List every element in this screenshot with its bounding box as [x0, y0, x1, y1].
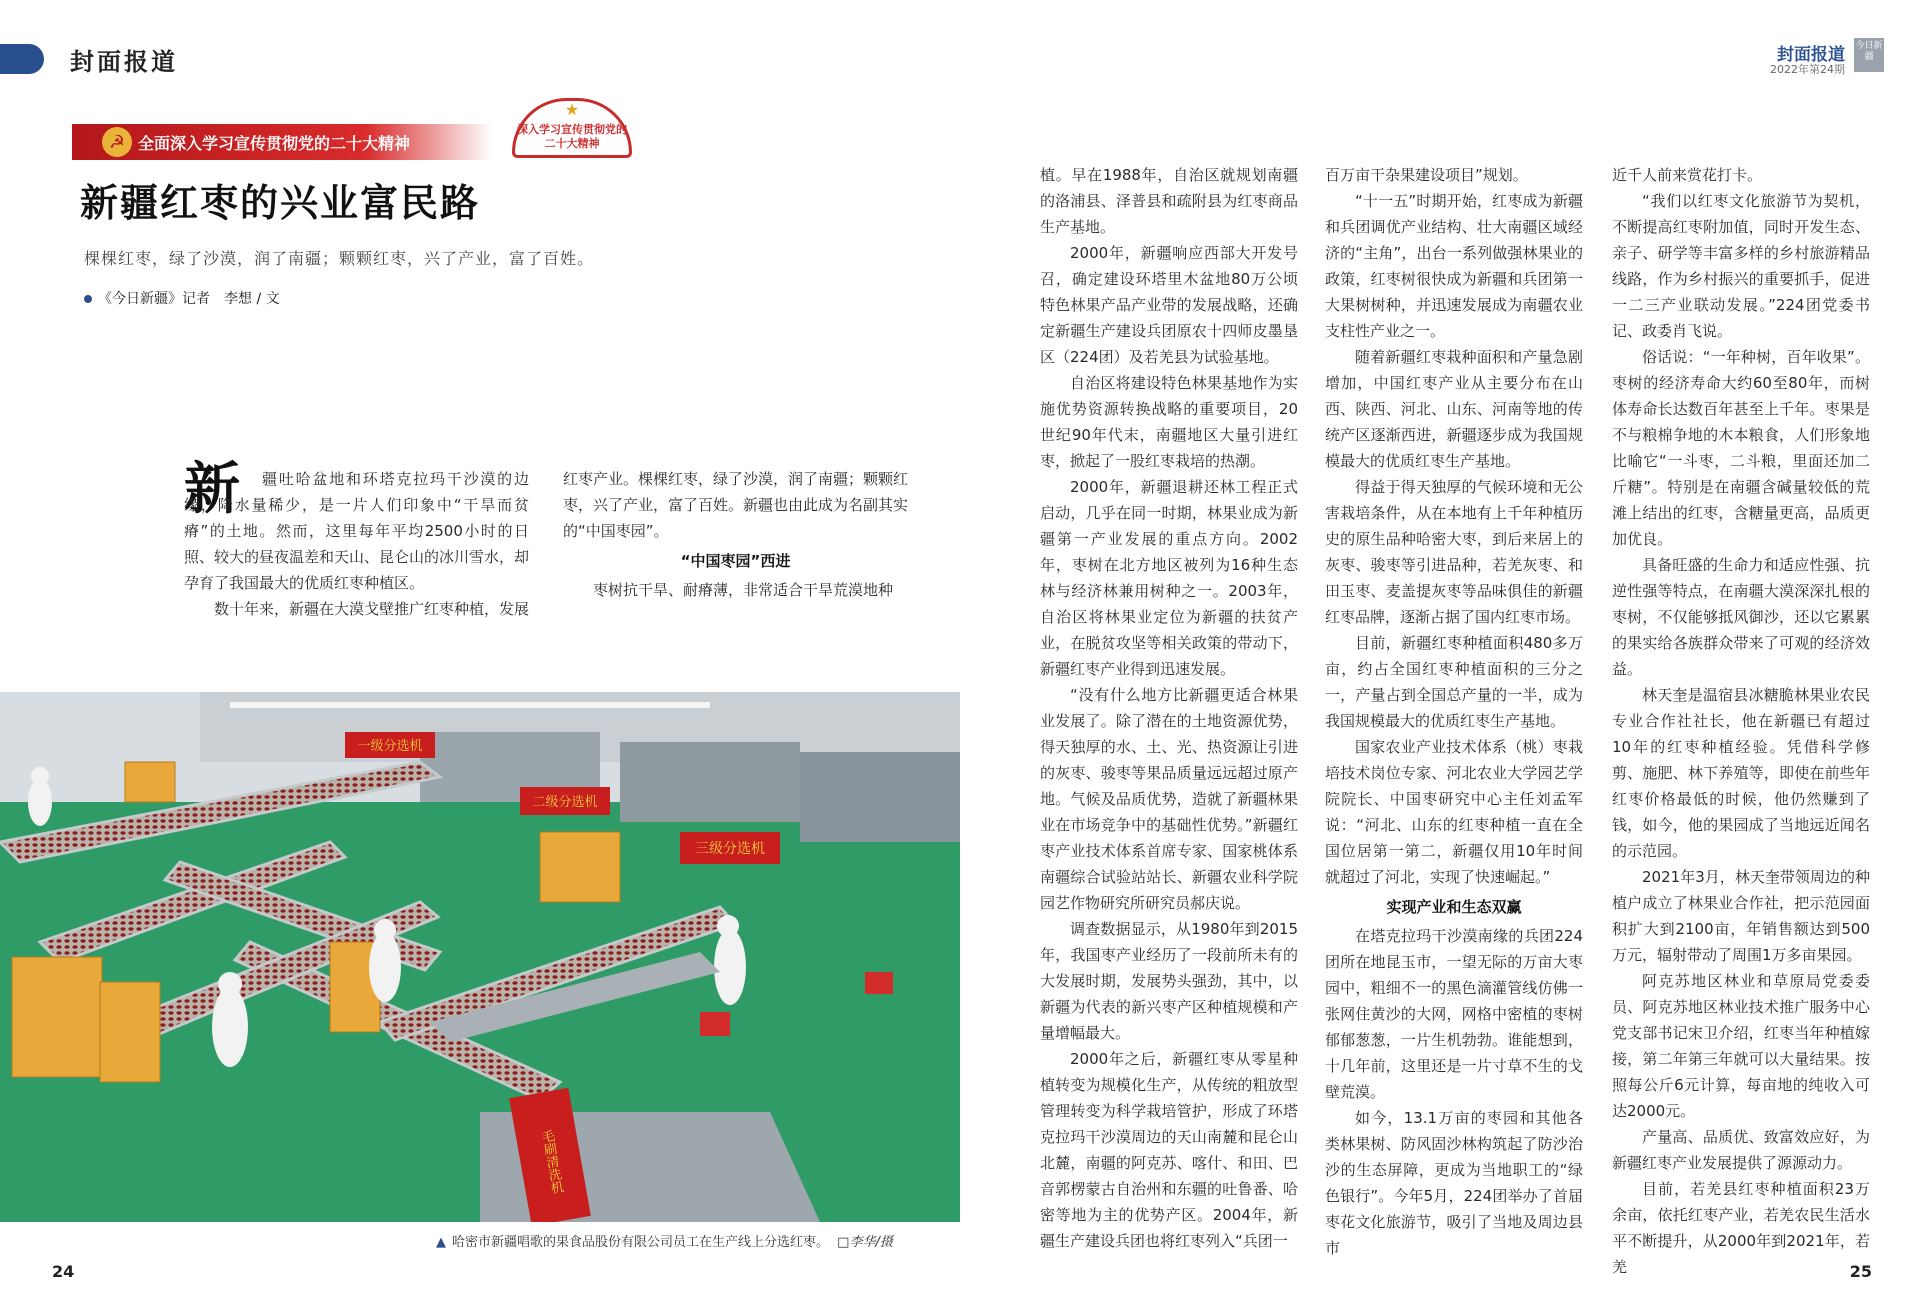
magazine-logo: 今日新疆	[1854, 38, 1884, 72]
machine-label-1	[345, 732, 435, 758]
article-subtitle: 棵棵红枣，绿了沙漠，润了南疆；颗颗红枣，兴了产业，富了百姓。	[84, 249, 595, 268]
section-title-right: 封面报道	[1777, 45, 1845, 65]
paragraph: 2000年之后，新疆红枣从零星种植转变为规模化生产，从传统的粗放型管理转变为科学栽培管护，形成了环塔克拉玛干沙漠周边的天山南麓和昆仑山北麓，南疆的阿克苏、喀什、和田、巴音郭楞蒙古自治州和东疆的吐鲁番、哈密等地为主的优势产区。2004年，新疆生产建设兵团也将红枣列入“兵团一	[1040, 1050, 1298, 1250]
svg-text:毛刷清洗机: 毛刷清洗机	[537, 1128, 564, 1196]
photo-credit: □李华/摄	[837, 1235, 893, 1250]
section-heading: “中国枣园”西进	[680, 552, 791, 570]
paragraph: 产量高、品质优、致富效应好，为新疆红枣产业发展提供了源源动力。	[1612, 1128, 1870, 1172]
party-emblem-icon: ☭	[102, 127, 132, 157]
paragraph: 自治区将建设特色林果基地作为实施优势资源转换战略的重要项目，20世纪90年代末，南疆地区大量引进红枣，掀起了一股红枣栽培的热潮。	[1040, 374, 1298, 470]
paragraph: 目前，新疆红枣种植面积480多万亩，约占全国红枣种植面积的三分之一，产量占到全国总产量的一半，成为我国规模最大的优质红枣生产基地。	[1325, 634, 1583, 730]
star-icon: ★	[564, 100, 580, 119]
paragraph: 在塔克拉玛干沙漠南缘的兵团224团所在地昆玉市，一望无际的万亩大枣园中，粗细不一的黑色滴灌管线仿佛一张网住黄沙的大网，网格中密植的枣树郁郁葱葱，一片生机勃勃。谁能想到，十几年前，这里还是一片寸草不生的戈壁荒漠。	[1325, 927, 1583, 1101]
machine-label-2	[520, 787, 610, 815]
byline	[84, 288, 280, 308]
factory-photo	[0, 692, 960, 1222]
svg-text:一级分选机: 一级分选机	[357, 739, 423, 754]
paragraph: 百万亩干杂果建设项目”规划。	[1325, 166, 1528, 184]
paragraph: 2000年，新疆退耕还林工程正式启动，几乎在同一时期，林果业成为新疆第一产业发展的重点方向。2002年，枣树在北方地区被列为16种生态林与经济林兼用树种之一。2003年，自治区将林果业定位为新疆的扶贫产业，在脱贫攻坚等相关政策的带动下，新疆红枣产业得到迅速发展。	[1040, 478, 1298, 678]
paragraph: 疆吐哈盆地和环塔克拉玛干沙漠的边缘，降水量稀少，是一片人们印象中“干旱而贫瘠”的土地。然而，这里每年平均2500小时的日照、较大的昼夜温差和天山、昆仑山的冰川雪水，却孕育了我国最大的优质红枣种植区。	[184, 470, 530, 592]
column-1	[184, 466, 529, 622]
paragraph: 俗话说：“一年种树，百年收果”。枣树的经济寿命大约60至80年，而树体寿命长达数百年甚至上千年。枣果是不与粮棉争地的木本粮食，人们形象地比喻它“一斗枣，二斗粮，里面还加二斤糖”。特别是在南疆含碱量较低的荒滩上结出的红枣，含糖量更高，品质更加优良。	[1612, 348, 1870, 548]
paragraph: 阿克苏地区林业和草原局党委委员、阿克苏地区林业技术推广服务中心党支部书记宋卫介绍，红枣当年种植嫁接，第二年第三年就可以大量结果。按照每公斤6元计算，每亩地的纯收入可达2000元。	[1612, 972, 1870, 1120]
paragraph: 得益于得天独厚的气候环境和无公害栽培条件，从在本地有上千年种植历史的原生品种哈密大枣，到后来居上的灰枣、骏枣等引进品种，若羌灰枣、和田玉枣、麦盖提灰枣等品味俱佳的新疆红枣品牌，逐渐占据了国内红枣市场。	[1325, 478, 1583, 626]
issue-number: 2022年第24期	[1770, 63, 1845, 76]
paragraph: “我们以红枣文化旅游节为契机，不断提高红枣附加值，同时开发生态、亲子、研学等丰富多样的乡村旅游精品线路，作为乡村振兴的重要抓手，促进一二三产业联动发展。”224团党委书记、政委肖飞说。	[1612, 192, 1870, 340]
paragraph: 红枣产业。棵棵红枣，绿了沙漠，润了南疆；颗颗红枣，兴了产业，富了百姓。新疆也由此成为名副其实的“中国枣园”。	[563, 470, 909, 540]
machine-label-3	[680, 832, 780, 864]
bullet-icon	[84, 295, 92, 303]
header-tab-marker	[0, 44, 44, 74]
page-number-left: 24	[52, 1262, 75, 1281]
paragraph: 林天奎是温宿县冰糖脆林果业农民专业合作社社长，他在新疆已有超过10年的红枣种植经验。凭借科学修剪、施肥、林下养殖等，即使在前些年红枣价格最低的时候，他仍然赚到了钱，如今，他的果园成了当地远近闻名的示范园。	[1612, 686, 1870, 860]
svg-text:三级分选机: 三级分选机	[695, 841, 765, 857]
caption-text: 哈密市新疆唱歌的果食品股份有限公司员工在生产线上分选红枣。	[452, 1235, 830, 1250]
campaign-banner	[72, 124, 492, 160]
byline-text: 《今日新疆》记者 李想 / 文	[98, 291, 280, 307]
paragraph: 枣树抗干旱、耐瘠薄，非常适合干旱荒漠地种	[593, 581, 894, 599]
paragraph: 植。早在1988年，自治区就规划南疆的洛浦县、泽普县和疏附县为红枣商品生产基地。	[1040, 166, 1298, 236]
paragraph: 具备旺盛的生命力和适应性强、抗逆性强等特点，在南疆大漠深深扎根的枣树，不仅能够抵风御沙，还以它累累的果实给各族群众带来了可观的经济效益。	[1612, 556, 1870, 678]
page-number-right: 25	[1849, 1262, 1872, 1281]
paragraph: 2021年3月，林天奎带领周边的种植户成立了林果业合作社，把示范园面积扩大到2100亩，年销售额达到500万元，辐射带动了周围1万多亩果园。	[1612, 868, 1870, 964]
paragraph: 2000年，新疆响应西部大开发号召，确定建设环塔里木盆地80万公顷特色林果产品产业带的发展战略，还确定新疆生产建设兵团原农十四师皮墨垦区（224团）及若羌县为试验基地。	[1040, 244, 1298, 366]
paragraph: 如今，13.1万亩的枣园和其他各类林果树、防风固沙林构筑起了防沙治沙的生态屏障，更成为当地职工的“绿色银行”。今年5月，224团举办了首届枣花文化旅游节，吸引了当地及周边县市	[1325, 1109, 1583, 1257]
column-4	[1325, 162, 1583, 1261]
section-title-left: 封面报道	[70, 47, 178, 76]
article-title: 新疆红枣的兴业富民路	[80, 181, 481, 225]
photo-caption	[436, 1231, 893, 1250]
column-3	[1040, 162, 1298, 1254]
paragraph: 数十年来，新疆在大漠戈壁推广红枣种植，发展	[214, 600, 530, 618]
svg-text:二级分选机: 二级分选机	[532, 795, 598, 810]
caption-triangle-icon: ▲	[436, 1235, 446, 1250]
paragraph: 国家农业产业技术体系（桃）枣栽培技术岗位专家、河北农业大学园艺学院院长、中国枣研究中心主任刘孟军说：“河北、山东的红枣种植一直在全国位居第一第二，新疆仅用10年时间就超过了河北，实现了快速崛起。”	[1325, 738, 1583, 886]
paragraph: 近千人前来赏花打卡。	[1612, 166, 1763, 184]
section-heading: 实现产业和生态双赢	[1386, 898, 1522, 916]
paragraph: 随着新疆红枣栽种面积和产量急剧增加，中国红枣产业从主要分布在山西、陕西、河北、山东、河南等地的传统产区逐渐西进，新疆逐步成为我国规模最大的优质红枣生产基地。	[1325, 348, 1583, 470]
badge-text: 深入学习宣传贯彻党的二十大精神	[517, 123, 627, 150]
drop-cap: 新	[184, 456, 240, 522]
banner-text: 全面深入学习宣传贯彻党的二十大精神	[138, 133, 411, 153]
paragraph: 目前，若羌县红枣种植面积23万余亩，依托红枣产业，若羌农民生活水平不断提升，从2000年到2021年，若羌	[1612, 1180, 1870, 1276]
column-2	[563, 466, 908, 603]
paragraph: “十一五”时期开始，红枣成为新疆和兵团调优产业结构、壮大南疆区域经济的“主角”，出台一系列做强林果业的政策，红枣树很快成为新疆和兵团第一大果树树种，并迅速发展成为南疆农业支柱性产业之一。	[1325, 192, 1583, 340]
factory-illustration	[0, 692, 960, 1222]
column-5	[1612, 162, 1870, 1280]
paragraph: “没有什么地方比新疆更适合林果业发展了。除了潜在的土地资源优势，得天独厚的水、土、光、热资源让引进的灰枣、骏枣等果品质量远远超过原产地。气候及品质优势，造就了新疆林果业在市场竞争中的基础性优势。”新疆红枣产业技术体系首席专家、国家桃体系南疆综合试验站站长、新疆农业科学院园艺作物研究所研究员郝庆说。	[1040, 686, 1298, 912]
paragraph: 调查数据显示，从1980年到2015年，我国枣产业经历了一段前所未有的大发展时期，发展势头强劲，其中，以新疆为代表的新兴枣产区种植规模和产量增幅最大。	[1040, 920, 1298, 1042]
campaign-badge	[512, 98, 632, 158]
